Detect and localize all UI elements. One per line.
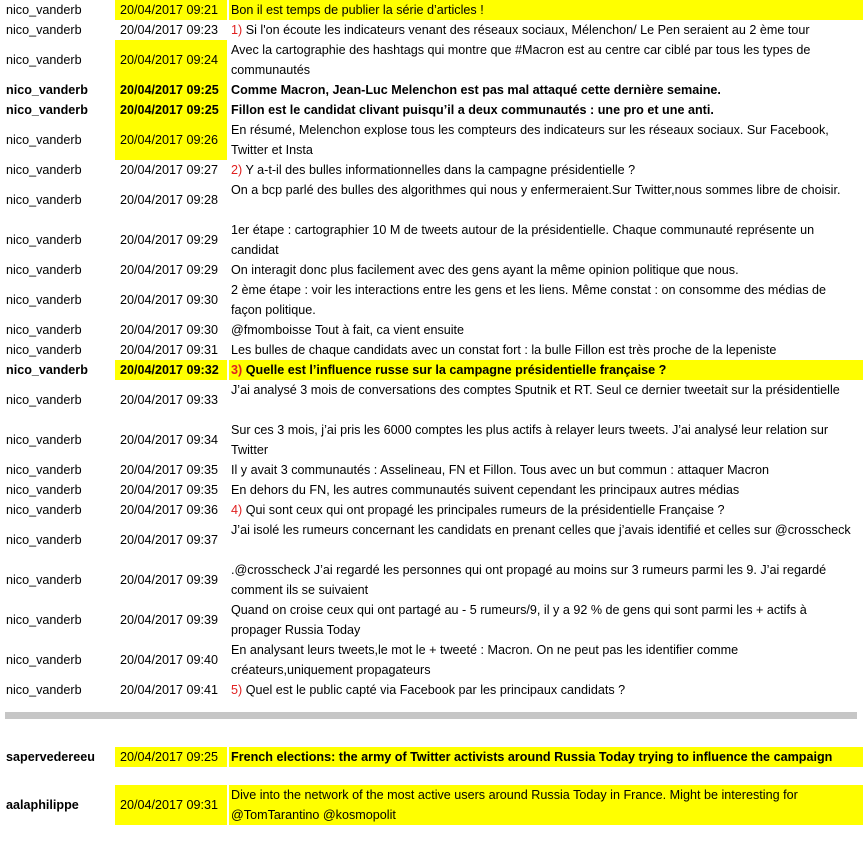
timestamp: 20/04/2017 09:34: [120, 433, 219, 447]
username: nico_vanderb: [6, 533, 82, 547]
tweet-text: .@crosscheck J’ai regardé les personnes qui ont propagé au moins sur 3 rumeurs parmi les 9. J’ai regardé comment ils se suivaient: [231, 563, 827, 597]
tweet-text: French elections: the army of Twitter activists around Russia Today trying to influence the campaign: [231, 750, 833, 764]
tweet-text: Quand on croise ceux qui ont partagé au - 5 rumeurs/9, il y a 92 % de gens qui sont parmi les + actifs à propager Russia Today: [231, 603, 807, 637]
username: nico_vanderb: [6, 613, 82, 627]
row-gap: [115, 767, 227, 785]
username: nico_vanderb: [6, 393, 82, 407]
section-number: 3): [231, 363, 243, 377]
tweet-text: Il y avait 3 communautés : Asselineau, FN et Fillon. Tous avec un but commun : attaquer Macron: [231, 463, 770, 477]
username: nico_vanderb: [6, 163, 82, 177]
tweet-text: 2 ème étape : voir les interactions entre les gens et les liens. Même constat : on consomme des médias de façon politique.: [231, 283, 827, 317]
tweet-text: Sur ces 3 mois, j’ai pris les 6000 comptes les plus actifs à relayer leurs tweets. J’ai analysé leur relation sur Twitter: [231, 423, 829, 457]
tweet-text-cell: [229, 320, 863, 340]
tweet-text: Qui sont ceux qui ont propagé les principales rumeurs de la présidentielle Française ?: [245, 503, 725, 517]
username: nico_vanderb: [6, 3, 82, 17]
username: nico_vanderb: [6, 53, 82, 67]
timestamp: 20/04/2017 09:27: [120, 163, 219, 177]
username: nico_vanderb: [6, 263, 82, 277]
username: sapervedereeu: [6, 750, 95, 764]
tweet-text-cell: [229, 0, 863, 20]
timestamp: 20/04/2017 09:39: [120, 613, 219, 627]
other-tweets-table: [5, 747, 863, 825]
tweet-text-cell: [229, 100, 863, 120]
username: nico_vanderb: [6, 133, 82, 147]
timestamp: 20/04/2017 09:29: [120, 263, 219, 277]
timestamp: 20/04/2017 09:28: [120, 193, 219, 207]
timestamp: 20/04/2017 09:41: [120, 683, 219, 697]
username: nico_vanderb: [6, 363, 88, 377]
tweet-text: 1er étape : cartographier 10 M de tweets autour de la présidentielle. Chaque communauté représente un candidat: [231, 223, 815, 257]
tweet-text: En résumé, Melenchon explose tous les compteurs des indicateurs sur les réseaux sociaux. Sur Facebook, Twitter et Insta: [231, 123, 829, 157]
section-separator: [5, 712, 857, 719]
username: nico_vanderb: [6, 653, 82, 667]
tweet-text: Y a-t-il des bulles informationnelles dans la campagne présidentielle ?: [245, 163, 636, 177]
username: nico_vanderb: [6, 503, 82, 517]
tweet-text-cell: [229, 380, 863, 420]
timestamp: 20/04/2017 09:21: [115, 0, 227, 20]
tweet-text: @fmomboisse Tout à fait, ca vient ensuite: [231, 323, 465, 337]
tweet-text-cell: [229, 260, 863, 280]
timestamp: 20/04/2017 09:24: [115, 40, 227, 80]
timestamp: 20/04/2017 09:39: [120, 573, 219, 587]
tweet-text-cell: [229, 20, 863, 40]
username: nico_vanderb: [6, 103, 88, 117]
row-gap: [229, 767, 863, 785]
tweet-text-cell: [229, 480, 863, 500]
tweet-text: Dive into the network of the most active users around Russia Today in France. Might be interesting for @TomTarantino @kosmopolit: [231, 788, 798, 822]
username: nico_vanderb: [6, 573, 82, 587]
section-number: 2): [231, 163, 243, 177]
timestamp: 20/04/2017 09:23: [120, 23, 219, 37]
tweet-text-cell: [229, 785, 863, 825]
username: nico_vanderb: [6, 233, 82, 247]
username: nico_vanderb: [6, 433, 82, 447]
tweet-text-cell: [229, 460, 863, 480]
tweet-text-cell: [229, 680, 863, 700]
tweet-text: J’ai analysé 3 mois de conversations des comptes Sputnik et RT. Seul ce dernier tweetait sur la présidentielle: [231, 383, 840, 397]
tweet-text: J’ai isolé les rumeurs concernant les candidats en prenant celles que j’avais identifié et celles sur @crosscheck: [231, 523, 851, 537]
tweet-text-cell: [229, 180, 863, 220]
tweet-text: Quelle est l’influence russe sur la campagne présidentielle française ?: [245, 363, 667, 377]
row-gap: [5, 767, 113, 785]
timestamp: 20/04/2017 09:36: [120, 503, 219, 517]
tweet-text: Fillon est le candidat clivant puisqu’il a deux communautés : une pro et une anti.: [231, 103, 714, 117]
timestamp: 20/04/2017 09:37: [120, 533, 219, 547]
timestamp: 20/04/2017 09:32: [115, 360, 227, 380]
timestamp: 20/04/2017 09:30: [120, 293, 219, 307]
tweet-text-cell: [229, 520, 863, 560]
timestamp: 20/04/2017 09:30: [120, 323, 219, 337]
section-number: 4): [231, 503, 243, 517]
section-number: 5): [231, 683, 243, 697]
tweet-text-cell: [229, 500, 863, 520]
tweet-text: En analysant leurs tweets,le mot le + tweeté : Macron. On ne peut pas les identifier comme créateurs,uniquement propagateurs: [231, 643, 739, 677]
username: nico_vanderb: [6, 23, 82, 37]
section-number: 1): [231, 23, 243, 37]
tweet-text-cell: [229, 340, 863, 360]
tweet-text: Avec la cartographie des hashtags qui montre que #Macron est au centre car ciblé par tous les types de communautés: [231, 43, 811, 77]
timestamp: 20/04/2017 09:31: [120, 343, 219, 357]
timestamp: 20/04/2017 09:35: [120, 483, 219, 497]
tweet-text: Si l'on écoute les indicateurs venant des réseaux sociaux, Mélenchon/ Le Pen seraient au 2 ème tour: [245, 23, 810, 37]
timestamp: 20/04/2017 09:29: [120, 233, 219, 247]
username: nico_vanderb: [6, 343, 82, 357]
timestamp: 20/04/2017 09:35: [120, 463, 219, 477]
timestamp: 20/04/2017 09:31: [115, 785, 227, 825]
tweet-text-cell: [229, 560, 863, 600]
tweet-text-cell: [229, 120, 863, 160]
username: nico_vanderb: [6, 293, 82, 307]
tweet-text-cell: [229, 80, 863, 100]
tweet-text-cell: [229, 747, 863, 767]
tweet-text-cell: [229, 220, 863, 260]
tweet-text-cell: [229, 280, 863, 320]
username: nico_vanderb: [6, 193, 82, 207]
tweet-text-cell: [229, 160, 863, 180]
timestamp: 20/04/2017 09:25: [115, 100, 227, 120]
timestamp: 20/04/2017 09:25: [115, 747, 227, 767]
username: aalaphilippe: [6, 798, 79, 812]
tweet-text: Les bulles de chaque candidats avec un constat fort : la bulle Fillon est très proche de la lepeniste: [231, 343, 777, 357]
timestamp: 20/04/2017 09:40: [120, 653, 219, 667]
tweet-text-cell: [229, 40, 863, 80]
tweet-text-cell: [229, 640, 863, 680]
tweet-text: Comme Macron, Jean-Luc Melenchon est pas mal attaqué cette dernière semaine.: [231, 83, 721, 97]
tweet-text-cell: [229, 420, 863, 460]
thread-table: [5, 0, 863, 700]
tweet-text-cell: [229, 360, 863, 380]
tweet-text: Bon il est temps de publier la série d’articles !: [231, 3, 484, 17]
tweet-text: On interagit donc plus facilement avec des gens ayant la même opinion politique que nous.: [231, 263, 739, 277]
username: nico_vanderb: [6, 323, 82, 337]
tweet-text: Quel est le public capté via Facebook par les principaux candidats ?: [245, 683, 626, 697]
username: nico_vanderb: [6, 483, 82, 497]
tweet-text: En dehors du FN, les autres communautés suivent cependant les principaux autres médias: [231, 483, 740, 497]
tweet-text-cell: [229, 600, 863, 640]
timestamp: 20/04/2017 09:25: [115, 80, 227, 100]
username: nico_vanderb: [6, 683, 82, 697]
tweet-text: On a bcp parlé des bulles des algorithmes qui nous y enfermeraient.Sur Twitter,nous sommes libre de choisir.: [231, 183, 841, 197]
timestamp: 20/04/2017 09:33: [120, 393, 219, 407]
timestamp: 20/04/2017 09:26: [115, 120, 227, 160]
username: nico_vanderb: [6, 83, 88, 97]
username: nico_vanderb: [6, 463, 82, 477]
